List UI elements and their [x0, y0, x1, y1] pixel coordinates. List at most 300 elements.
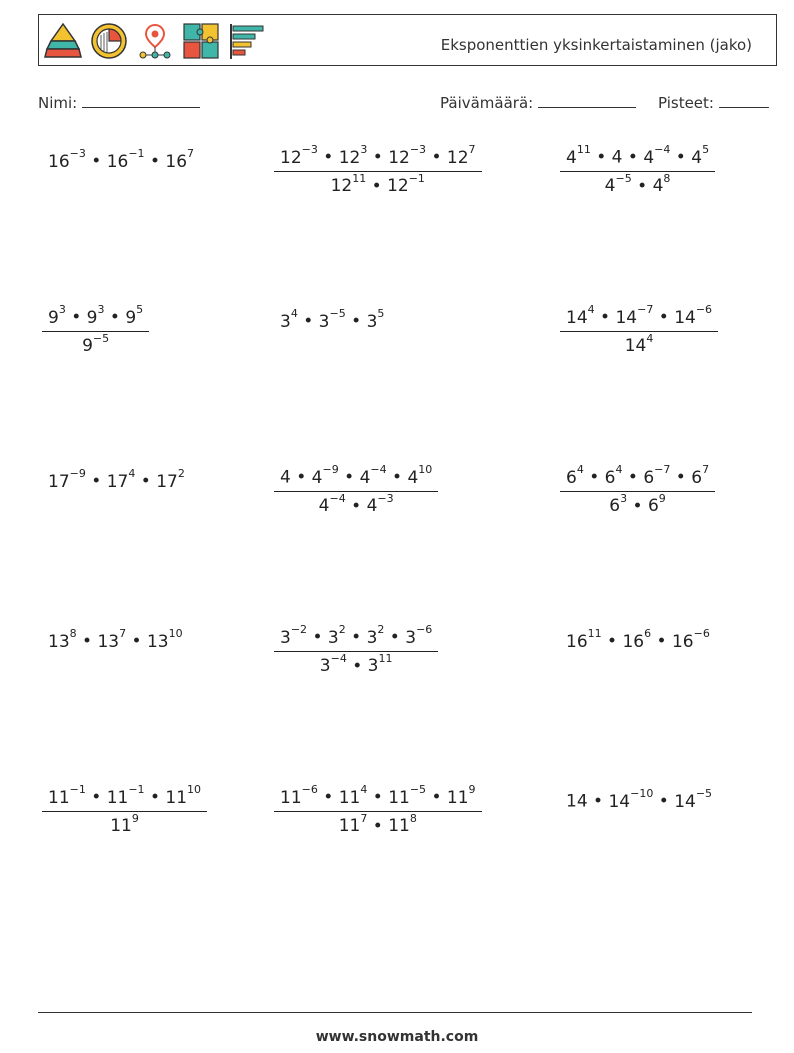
- power-term: [566, 463, 584, 488]
- header-icons: [43, 21, 267, 61]
- multiply-dot: •: [307, 627, 328, 648]
- power-term: [405, 623, 433, 648]
- base: 14: [624, 336, 647, 357]
- exponent: 6: [644, 627, 652, 640]
- exponent: −10: [630, 787, 654, 800]
- power-term: [82, 331, 110, 357]
- fraction: [274, 783, 482, 837]
- base: 3: [280, 627, 291, 648]
- base: 12: [446, 147, 469, 168]
- multiply-dot: •: [317, 787, 339, 808]
- fraction: [560, 303, 718, 357]
- power-term: [622, 627, 652, 652]
- base: 4: [280, 467, 291, 488]
- power-term: [165, 147, 195, 172]
- base: 14: [674, 791, 696, 812]
- base: 4: [611, 147, 623, 168]
- exponent: −1: [69, 783, 86, 796]
- multiply-dot: •: [583, 467, 605, 488]
- name-label: Nimi:: [38, 94, 78, 112]
- exponent: 7: [360, 811, 368, 825]
- fraction: [560, 463, 715, 517]
- multiply-dot: •: [297, 311, 319, 332]
- power-term: [612, 148, 623, 168]
- date-label: Päivämäärä:: [440, 94, 534, 112]
- multiply-dot: •: [631, 176, 653, 197]
- exponent: −3: [301, 143, 318, 156]
- power-term: [318, 491, 346, 517]
- pyramid-chart-icon: [43, 21, 83, 61]
- power-term: [156, 467, 185, 492]
- exponent: −1: [128, 783, 145, 796]
- power-term: [608, 787, 654, 812]
- power-term: [367, 651, 393, 677]
- base: 4: [366, 496, 378, 517]
- base: 13: [48, 631, 70, 652]
- multiply-dot: •: [601, 631, 623, 652]
- exponent: 5: [377, 307, 385, 320]
- base: 3: [366, 311, 378, 332]
- base: 16: [48, 151, 70, 172]
- problem-1: [48, 147, 195, 172]
- power-term: [366, 623, 385, 648]
- base: 4: [604, 176, 616, 197]
- fraction: [274, 463, 438, 517]
- worksheet-title: Eksponenttien yksinkertaistaminen (jako): [440, 36, 752, 54]
- exponent: 3: [58, 303, 66, 316]
- exponent: 4: [360, 783, 368, 796]
- score-label: Pisteet:: [658, 94, 714, 112]
- base: 11: [338, 816, 361, 837]
- denominator: [560, 331, 718, 357]
- power-term: [615, 303, 654, 328]
- power-term: [647, 491, 666, 517]
- power-term: [327, 623, 346, 648]
- multiply-dot: •: [126, 631, 147, 652]
- product-expression: [48, 627, 183, 652]
- power-term: [674, 787, 713, 812]
- exponent: 5: [136, 303, 144, 316]
- problem-4: [42, 303, 149, 357]
- base: 4: [359, 467, 371, 488]
- exponent: −6: [695, 303, 713, 316]
- power-term: [330, 171, 367, 197]
- multiply-dot: •: [290, 467, 312, 488]
- problem-5: [280, 307, 385, 332]
- problem-15: [566, 787, 713, 812]
- exponent: 2: [338, 623, 346, 636]
- base: 11: [48, 787, 70, 808]
- base: 4: [566, 147, 577, 168]
- exponent: 11: [352, 171, 367, 185]
- bar-chart-icon: [227, 21, 267, 61]
- power-term: [446, 143, 476, 168]
- base: 3: [318, 311, 330, 332]
- exponent: 9: [131, 811, 139, 825]
- power-term: [86, 303, 105, 328]
- exponent: 7: [702, 463, 710, 476]
- exponent: −5: [329, 307, 346, 320]
- power-term: [566, 143, 591, 168]
- multiply-dot: •: [317, 147, 339, 168]
- exponent: 11: [587, 627, 602, 640]
- power-term: [280, 307, 298, 332]
- power-term: [165, 783, 202, 808]
- power-term: [407, 463, 433, 488]
- base: 6: [647, 496, 659, 517]
- problem-3: [560, 143, 715, 197]
- multiply-dot: •: [622, 467, 644, 488]
- exponent: 4: [587, 303, 595, 316]
- multiply-dot: •: [426, 147, 447, 168]
- base: 14: [674, 307, 696, 328]
- exponent: −6: [693, 627, 710, 640]
- base: 16: [106, 151, 129, 172]
- multiply-dot: •: [426, 787, 447, 808]
- fraction: [560, 143, 715, 197]
- multiply-dot: •: [345, 496, 367, 517]
- fraction: [274, 623, 438, 677]
- power-term: [125, 303, 144, 328]
- power-term: [110, 811, 139, 837]
- exponent: −1: [128, 147, 145, 160]
- power-term: [338, 143, 368, 168]
- power-term: [691, 463, 710, 488]
- base: 11: [110, 816, 132, 837]
- multiply-dot: •: [338, 467, 360, 488]
- problem-12: [566, 627, 710, 652]
- base: 14: [566, 307, 588, 328]
- date-blank[interactable]: [538, 93, 636, 108]
- base: 12: [330, 176, 353, 197]
- power-term: [366, 491, 394, 517]
- power-term: [48, 627, 77, 652]
- multiply-dot: •: [653, 307, 675, 328]
- power-term: [387, 171, 425, 197]
- score-field: [658, 93, 769, 112]
- exponent: −6: [416, 623, 433, 636]
- base: 16: [165, 151, 188, 172]
- exponent: 8: [69, 627, 77, 640]
- base: 4: [318, 496, 330, 517]
- power-term: [280, 623, 308, 648]
- base: 6: [604, 467, 616, 488]
- problem-8: [274, 463, 438, 517]
- exponent: −4: [329, 491, 346, 505]
- base: 12: [280, 147, 302, 168]
- base: 13: [146, 631, 169, 652]
- multiply-dot: •: [345, 627, 367, 648]
- power-term: [106, 783, 145, 808]
- power-term: [624, 331, 654, 357]
- exponent: 4: [128, 467, 136, 480]
- power-term: [388, 783, 427, 808]
- exponent: −4: [654, 143, 671, 156]
- base: 3: [319, 656, 331, 677]
- power-term: [609, 491, 628, 517]
- base: 16: [622, 631, 645, 652]
- power-term: [280, 783, 318, 808]
- exponent: −6: [301, 783, 318, 796]
- name-blank[interactable]: [82, 93, 200, 108]
- score-blank[interactable]: [719, 93, 769, 108]
- numerator: [274, 463, 438, 491]
- exponent: 3: [360, 143, 368, 156]
- base: 4: [652, 176, 664, 197]
- product-expression: [48, 147, 195, 172]
- exponent: −7: [637, 303, 654, 316]
- numerator: [274, 783, 482, 811]
- base: 4: [407, 467, 419, 488]
- pie-chart-icon: [89, 21, 129, 61]
- exponent: −5: [92, 331, 110, 345]
- exponent: −9: [69, 467, 86, 480]
- base: 6: [643, 467, 655, 488]
- base: 12: [387, 176, 409, 197]
- base: 11: [280, 787, 302, 808]
- problem-7: [48, 467, 185, 492]
- power-term: [280, 143, 318, 168]
- base: 9: [82, 336, 93, 357]
- multiply-dot: •: [651, 631, 672, 652]
- numerator: [560, 303, 718, 331]
- base: 4: [311, 467, 323, 488]
- power-term: [48, 467, 86, 492]
- power-term: [318, 307, 346, 332]
- exponent: 10: [168, 627, 183, 640]
- base: 6: [691, 467, 703, 488]
- denominator: [274, 491, 438, 517]
- exponent: −1: [408, 171, 425, 185]
- multiply-dot: •: [627, 496, 648, 517]
- problem-6: [560, 303, 718, 357]
- problem-9: [560, 463, 715, 517]
- power-term: [643, 463, 671, 488]
- power-term: [566, 627, 602, 652]
- problem-11: [274, 623, 438, 677]
- power-term: [652, 171, 671, 197]
- power-term: [446, 783, 476, 808]
- base: 4: [691, 147, 703, 168]
- multiply-dot: •: [622, 147, 644, 168]
- problem-2: [274, 143, 482, 197]
- exponent: −2: [290, 623, 308, 636]
- exponent: 11: [576, 143, 591, 156]
- power-term: [359, 463, 387, 488]
- base: 6: [609, 496, 621, 517]
- multiply-dot: •: [366, 176, 388, 197]
- power-term: [388, 811, 417, 837]
- base: 6: [566, 467, 577, 488]
- power-term: [388, 143, 427, 168]
- exponent: −7: [654, 463, 671, 476]
- multiply-dot: •: [587, 791, 609, 812]
- base: 14: [615, 307, 638, 328]
- multiply-dot: •: [670, 467, 692, 488]
- multiply-dot: •: [367, 147, 389, 168]
- base: 3: [405, 627, 417, 648]
- multiply-dot: •: [144, 151, 166, 172]
- fraction: [274, 143, 482, 197]
- location-pin-icon: [135, 21, 175, 61]
- multiply-dot: •: [670, 147, 692, 168]
- multiply-dot: •: [85, 787, 107, 808]
- power-term: [48, 147, 86, 172]
- power-term: [106, 467, 136, 492]
- power-term: [97, 627, 127, 652]
- exponent: 2: [377, 623, 385, 636]
- denominator: [274, 651, 438, 677]
- exponent: −3: [377, 491, 394, 505]
- power-term: [338, 811, 368, 837]
- multiply-dot: •: [65, 307, 87, 328]
- denominator: [274, 171, 482, 197]
- exponent: −9: [322, 463, 339, 476]
- power-term: [691, 143, 710, 168]
- power-term: [566, 792, 588, 812]
- denominator: [42, 811, 207, 837]
- base: 3: [327, 627, 339, 648]
- base: 11: [106, 787, 129, 808]
- multiply-dot: •: [104, 307, 126, 328]
- exponent: 11: [378, 651, 393, 665]
- multiply-dot: •: [367, 787, 389, 808]
- fraction: [42, 783, 207, 837]
- denominator: [560, 171, 715, 197]
- exponent: 4: [646, 331, 654, 345]
- power-term: [146, 627, 183, 652]
- multiply-dot: •: [144, 787, 166, 808]
- base: 11: [388, 787, 410, 808]
- exponent: 3: [97, 303, 105, 316]
- product-expression: [48, 467, 185, 492]
- date-field: [440, 93, 636, 112]
- exponent: −3: [409, 143, 427, 156]
- base: 11: [165, 787, 188, 808]
- power-term: [643, 143, 671, 168]
- multiply-dot: •: [386, 467, 408, 488]
- exponent: −4: [370, 463, 387, 476]
- exponent: 7: [187, 147, 195, 160]
- multiply-dot: •: [384, 627, 406, 648]
- problem-14: [274, 783, 482, 837]
- power-term: [566, 303, 595, 328]
- exponent: 4: [290, 307, 298, 320]
- power-term: [311, 463, 339, 488]
- base: 4: [643, 147, 655, 168]
- denominator: [560, 491, 715, 517]
- power-term: [48, 783, 86, 808]
- footer-url: www.snowmath.com: [315, 1029, 479, 1045]
- base: 11: [388, 816, 410, 837]
- numerator: [274, 143, 482, 171]
- base: 3: [366, 627, 378, 648]
- product-expression: [280, 307, 385, 332]
- multiply-dot: •: [85, 471, 107, 492]
- numerator: [274, 623, 438, 651]
- base: 17: [48, 471, 70, 492]
- power-term: [671, 627, 710, 652]
- base: 11: [446, 787, 469, 808]
- power-term: [604, 463, 623, 488]
- base: 12: [338, 147, 361, 168]
- power-term: [319, 651, 347, 677]
- power-term: [48, 303, 66, 328]
- multiply-dot: •: [345, 311, 367, 332]
- multiply-dot: •: [85, 151, 107, 172]
- numerator: [42, 783, 207, 811]
- base: 3: [367, 656, 379, 677]
- base: 12: [388, 147, 410, 168]
- exponent: 7: [468, 143, 476, 156]
- base: 9: [48, 307, 59, 328]
- denominator: [42, 331, 149, 357]
- exponent: −3: [69, 147, 86, 160]
- base: 3: [280, 311, 291, 332]
- numerator: [560, 463, 715, 491]
- exponent: 10: [187, 783, 202, 796]
- base: 14: [566, 791, 588, 812]
- base: 16: [566, 631, 588, 652]
- numerator: [42, 303, 149, 331]
- problem-13: [42, 783, 207, 837]
- exponent: 4: [615, 463, 623, 476]
- product-expression: [566, 787, 713, 812]
- exponent: 8: [409, 811, 417, 825]
- problem-10: [48, 627, 183, 652]
- base: 13: [97, 631, 120, 652]
- exponent: 7: [119, 627, 127, 640]
- exponent: 3: [620, 491, 628, 505]
- exponent: −5: [695, 787, 713, 800]
- exponent: 9: [658, 491, 666, 505]
- multiply-dot: •: [590, 147, 612, 168]
- exponent: −4: [330, 651, 347, 665]
- multiply-dot: •: [653, 791, 675, 812]
- power-term: [338, 783, 368, 808]
- base: 9: [125, 307, 137, 328]
- power-term: [674, 303, 713, 328]
- multiply-dot: •: [367, 816, 389, 837]
- fraction: [42, 303, 149, 357]
- base: 17: [156, 471, 178, 492]
- base: 16: [671, 631, 694, 652]
- denominator: [274, 811, 482, 837]
- power-term: [366, 307, 385, 332]
- name-field: [38, 93, 200, 112]
- exponent: 9: [468, 783, 476, 796]
- multiply-dot: •: [76, 631, 98, 652]
- numerator: [560, 143, 715, 171]
- puzzle-icon: [181, 21, 221, 61]
- multiply-dot: •: [135, 471, 157, 492]
- power-term: [106, 147, 145, 172]
- exponent: 10: [418, 463, 433, 476]
- exponent: −5: [409, 783, 427, 796]
- exponent: −5: [615, 171, 632, 185]
- base: 14: [608, 791, 631, 812]
- base: 9: [86, 307, 98, 328]
- power-term: [604, 171, 632, 197]
- base: 17: [106, 471, 129, 492]
- base: 11: [338, 787, 361, 808]
- exponent: 2: [177, 467, 185, 480]
- product-expression: [566, 627, 710, 652]
- worksheet-header: [38, 14, 777, 66]
- power-term: [280, 468, 291, 488]
- multiply-dot: •: [346, 656, 368, 677]
- exponent: 5: [702, 143, 710, 156]
